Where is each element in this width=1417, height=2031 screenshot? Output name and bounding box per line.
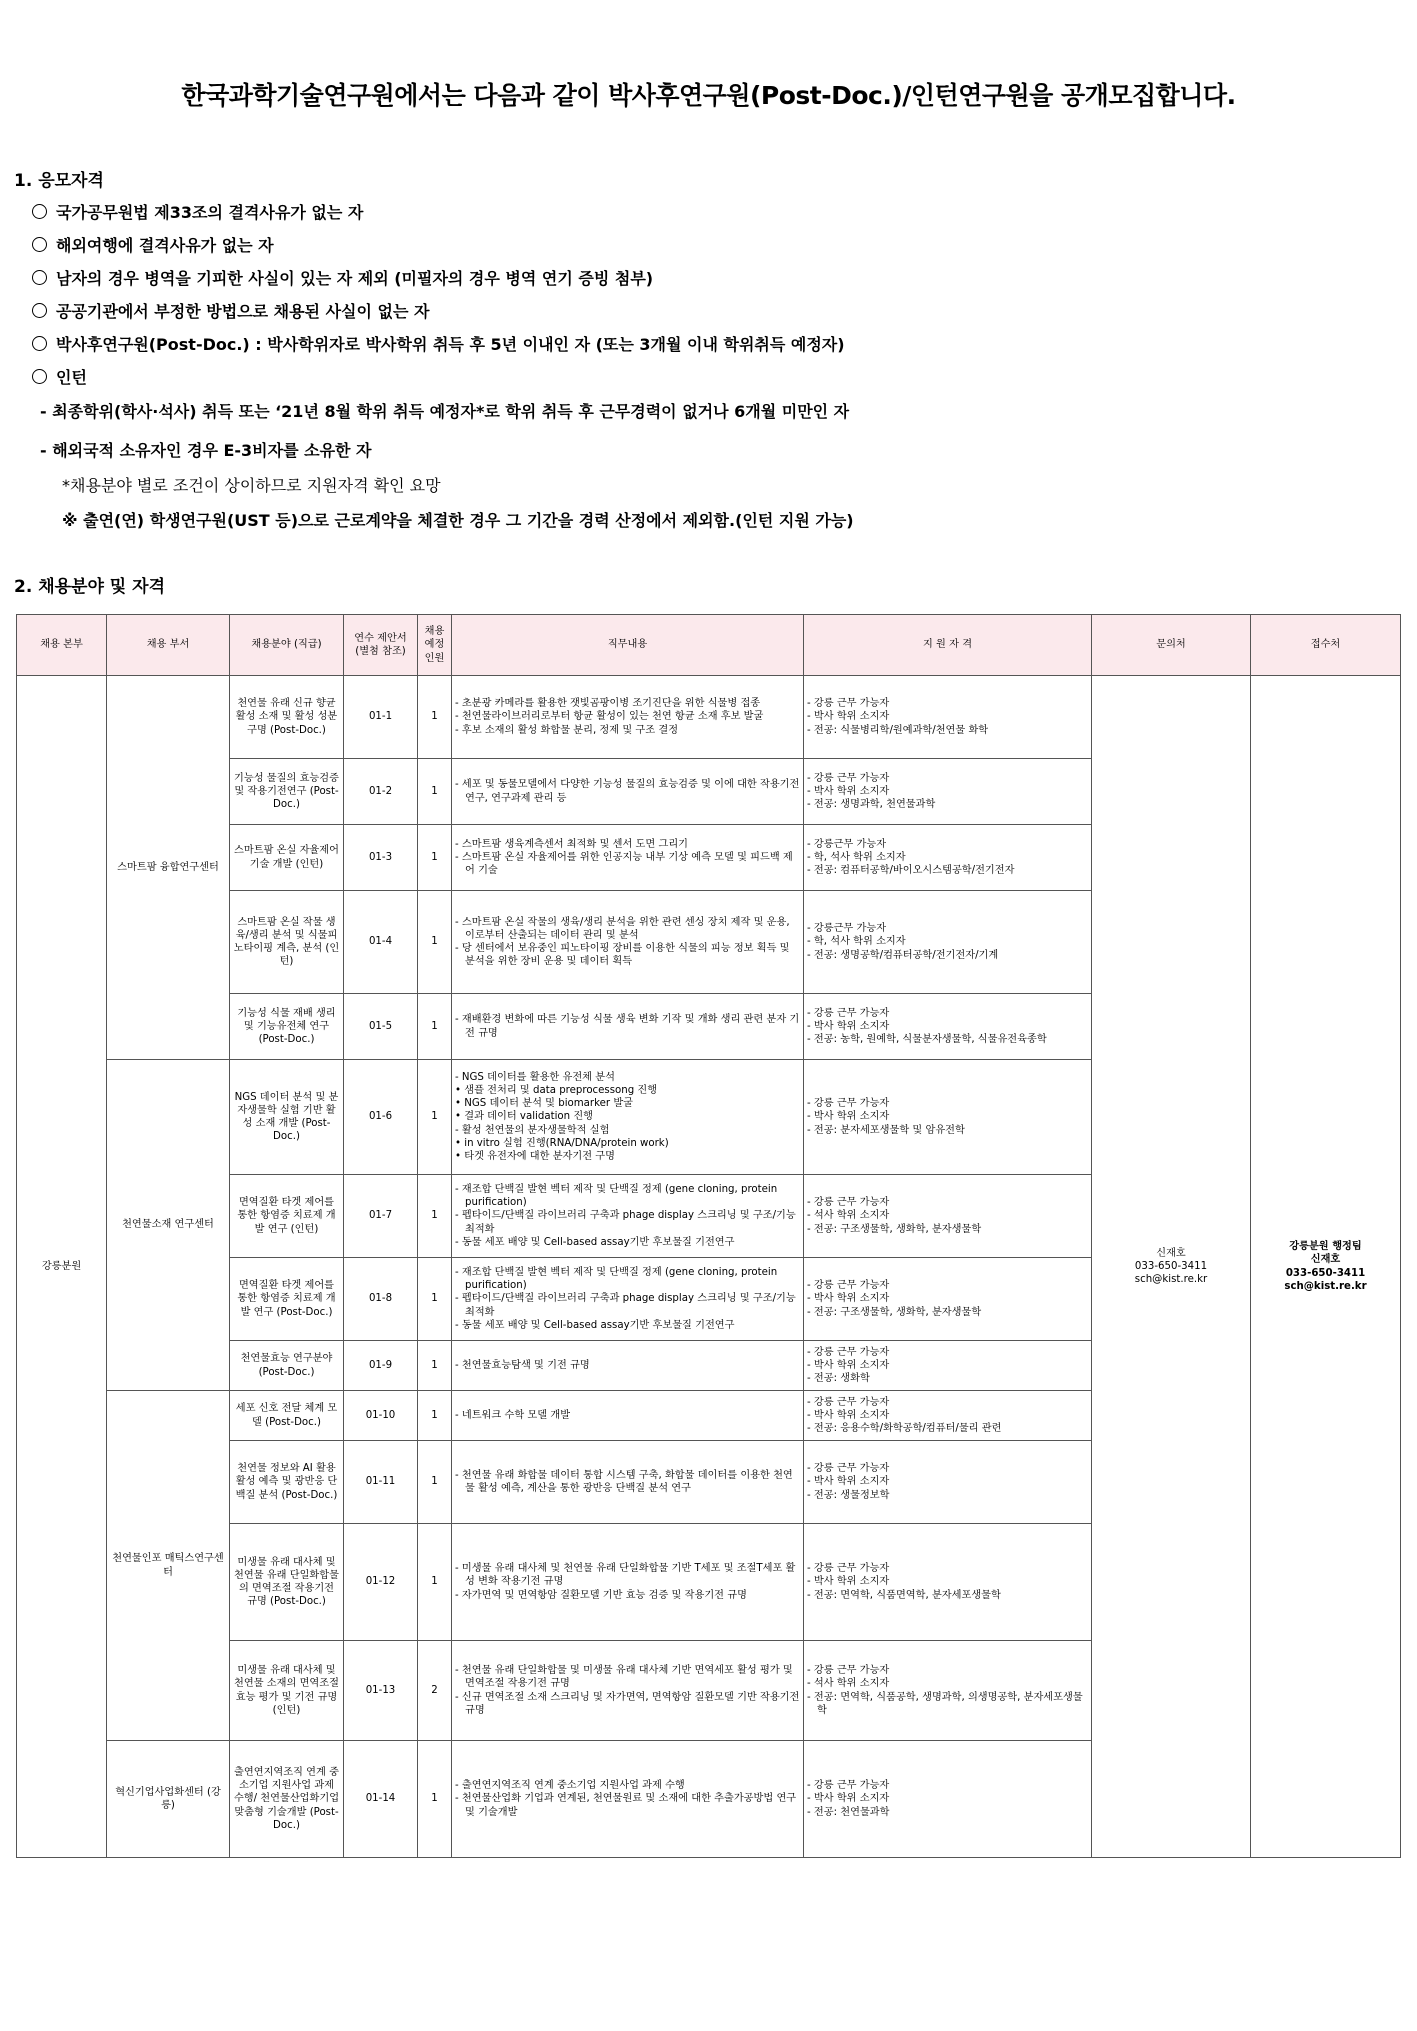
quals-cell: [804, 759, 1092, 825]
field-cell: 천연물 유래 신규 향균 활성 소재 및 활성 성분 구명 (Post-Doc.): [230, 676, 344, 759]
duty-item: - 스마트팜 생육계측센서 최적화 및 센서 도면 그리기: [455, 838, 689, 850]
qual-item: - 전공: 생화학: [807, 1373, 870, 1385]
quals-cell: [804, 1258, 1092, 1341]
header-count: 채용 예정 인원: [418, 615, 452, 676]
qual-item: - 박사 학위 소지자: [807, 1020, 890, 1032]
code-cell: 01-4: [344, 891, 418, 994]
qual-item: - 전공: 구조생물학, 생화학, 분자생물학: [807, 1306, 982, 1318]
qual-item: - 전공: 식물병리학/원예과학/천연물 화학: [807, 724, 989, 736]
header-quals: 지 원 자 격: [804, 615, 1092, 676]
field-cell: 출연연지역조직 연계 중소기업 지원사업 과제 수행/ 천연물산업화기업 맞춤형 기술개발 (Post-Doc.): [230, 1741, 344, 1858]
code-cell: 01-8: [344, 1258, 418, 1341]
field-cell: 기능성 식물 재배 생리 및 기능유전체 연구 (Post-Doc.): [230, 994, 344, 1060]
quals-cell: [804, 676, 1092, 759]
quals-cell: [804, 1741, 1092, 1858]
qual-item: - 강릉 근무 가능자: [807, 772, 890, 784]
field-cell: 스마트팜 온실 작물 생육/생리 분석 및 식물피노타이핑 계측, 분석 (인턴): [230, 891, 344, 994]
circle-bullet-icon: [32, 270, 47, 285]
header-field: 채용분야 (직급): [230, 615, 344, 676]
count-cell: 1: [418, 891, 452, 994]
code-cell: 01-12: [344, 1524, 418, 1641]
header-hq: 채용 본부: [17, 615, 107, 676]
qualification-item: 인턴: [32, 365, 87, 388]
duties-cell: [452, 1175, 804, 1258]
qual-item: - 박사 학위 소지자: [807, 1793, 890, 1805]
duties-cell: [452, 1060, 804, 1175]
duty-item: - NGS 데이터를 활용한 유전체 분석: [455, 1072, 615, 1084]
count-cell: 1: [418, 1741, 452, 1858]
duty-item: - 천연물효능탐색 및 기전 규명: [455, 1359, 590, 1371]
count-cell: 1: [418, 1391, 452, 1441]
code-cell: 01-2: [344, 759, 418, 825]
header-contact: 문의처: [1092, 615, 1251, 676]
dept-cell: 혁신기업사업화센터 (강릉): [107, 1741, 230, 1858]
dept-cell: 천연물소재 연구센터: [107, 1060, 230, 1391]
duty-item: • 결과 데이터 validation 진행: [455, 1111, 594, 1123]
count-cell: 1: [418, 1341, 452, 1391]
count-cell: 1: [418, 1258, 452, 1341]
qual-item: - 전공: 분자세포생물학 및 암유전학: [807, 1124, 965, 1136]
duty-item: - 자가면역 및 면역항암 질환모델 기반 효능 검증 및 작용기전 규명: [455, 1589, 747, 1601]
qual-item: - 강릉 근무 가능자: [807, 1780, 890, 1792]
field-cell: 세포 신호 전달 체계 모델 (Post-Doc.): [230, 1391, 344, 1441]
duties-cell: [452, 891, 804, 994]
quals-cell: [804, 1341, 1092, 1391]
qual-item: - 전공: 응용수학/화학공학/컴퓨터/물리 관련: [807, 1423, 1002, 1435]
duty-item: - 펩타이드/단백질 라이브러리 구축과 phage display 스크리닝 및 구조/기능 최적화: [455, 1210, 796, 1235]
header-proposal: 연수 제안서 (별첨 참조): [344, 615, 418, 676]
count-cell: 1: [418, 1524, 452, 1641]
qualification-item: 공공기관에서 부정한 방법으로 채용된 사실이 없는 자: [32, 299, 429, 322]
qual-item: - 박사 학위 소지자: [807, 1293, 890, 1305]
duty-item: • NGS 데이터 분석 및 biomarker 발굴: [455, 1098, 634, 1110]
code-cell: 01-10: [344, 1391, 418, 1441]
duty-item: - 네트워크 수학 모델 개발: [455, 1409, 571, 1421]
circle-bullet-icon: [32, 336, 47, 351]
code-cell: 01-13: [344, 1641, 418, 1741]
section1-heading: 1. 응모자격: [14, 171, 104, 191]
quals-cell: [804, 1524, 1092, 1641]
duty-item: - 신규 면역조절 소재 스크리닝 및 자가면역, 면역항암 질환모델 기반 작용기전 규명: [455, 1691, 800, 1716]
header-reception: 접수처: [1251, 615, 1401, 676]
qual-item: - 박사 학위 소지자: [807, 1409, 890, 1421]
quals-cell: [804, 994, 1092, 1060]
contact-cell: 신재호 033-650-3411 sch@kist.re.kr: [1092, 676, 1251, 1858]
duty-item: - 활성 천연물의 분자생물학적 실험: [455, 1124, 610, 1136]
duties-cell: [452, 1741, 804, 1858]
note: *채용분야 별로 조건이 상이하므로 지원자격 확인 요망: [62, 476, 441, 495]
qual-item: - 강릉 근무 가능자: [807, 1346, 890, 1358]
duty-item: • 샘플 전처리 및 data preprocessong 진행: [455, 1085, 658, 1097]
qualification-item: 해외여행에 결격사유가 없는 자: [32, 233, 274, 256]
circle-bullet-icon: [32, 237, 47, 252]
qual-item: - 강릉 근무 가능자: [807, 1007, 890, 1019]
code-cell: 01-5: [344, 994, 418, 1060]
duties-cell: [452, 1441, 804, 1524]
field-cell: 천연물효능 연구분야 (Post-Doc.): [230, 1341, 344, 1391]
duty-item: - 출연연지역조직 연계 중소기업 지원사업 과제 수행: [455, 1780, 685, 1792]
qual-item: - 박사 학위 소지자: [807, 1111, 890, 1123]
qual-item: - 강릉 근무 가능자: [807, 698, 890, 710]
duty-item: - 동물 세포 배양 및 Cell-based assay기반 후보물질 기전연구: [455, 1319, 735, 1331]
note: ※ 출연(연) 학생연구원(UST 등)으로 근로계약을 체결한 경우 그 기간을 경력 산정에서 제외함.(인턴 지원 가능): [62, 511, 854, 530]
intern-condition: - 최종학위(학사·석사) 취득 또는 ‘21년 8월 학위 취득 예정자*로 학위 취득 후 근무경력이 없거나 6개월 미만인 자: [40, 402, 850, 421]
reception-cell: 강릉분원 행정팀 신재호 033-650-3411 sch@kist.re.kr: [1251, 676, 1401, 1858]
field-cell: 천연물 정보와 AI 활용 활성 예측 및 광반응 단백질 분석 (Post-Doc.): [230, 1441, 344, 1524]
qual-item: - 박사 학위 소지자: [807, 711, 890, 723]
qual-item: - 전공: 컴퓨터공학/바이오시스템공학/전기전자: [807, 865, 1015, 877]
dept-cell: 천연물인포 매틱스연구센터: [107, 1391, 230, 1741]
table-header-row: [17, 615, 1401, 676]
quals-cell: [804, 825, 1092, 891]
field-cell: 미생물 유래 대사체 및 천연물 유래 단일화합물의 면역조절 작용기전 규명 (Post-Doc.): [230, 1524, 344, 1641]
qualification-item: 박사후연구원(Post-Doc.) : 박사학위자로 박사학위 취득 후 5년 이내인 자 (또는 3개월 이내 학위취득 예정자): [32, 332, 845, 355]
duty-item: - 후보 소재의 활성 화합물 분리, 정제 및 구조 결정: [455, 724, 679, 736]
duty-item: - 재조합 단백질 발현 벡터 제작 및 단백질 정제 (gene cloning, protein purification): [455, 1184, 778, 1209]
qual-item: - 전공: 생명공학/컴퓨터공학/전기전자/기계: [807, 949, 999, 961]
field-cell: NGS 데이터 분석 및 분자생물학 실험 기반 활성 소재 개발 (Post-Doc.): [230, 1060, 344, 1175]
qual-item: - 강릉 근무 가능자: [807, 1098, 890, 1110]
quals-cell: [804, 1641, 1092, 1741]
code-cell: 01-9: [344, 1341, 418, 1391]
count-cell: 2: [418, 1641, 452, 1741]
qual-item: - 전공: 생물정보학: [807, 1489, 890, 1501]
duty-item: - 재배환경 변화에 따른 기능성 식물 생육 변화 기작 및 개화 생리 관련 분자 기전 규명: [455, 1014, 800, 1039]
duty-item: - 재조합 단백질 발현 벡터 제작 및 단백질 정제 (gene cloning, protein purification): [455, 1267, 778, 1292]
field-cell: 기능성 물질의 효능검증 및 작용기전연구 (Post-Doc.): [230, 759, 344, 825]
code-cell: 01-14: [344, 1741, 418, 1858]
qual-item: - 전공: 천연물과학: [807, 1806, 890, 1818]
duty-item: - 천연물산업화 기업과 연계된, 천연물원료 및 소재에 대한 추출가공방법 연구 및 기술개발: [455, 1793, 797, 1818]
duty-item: - 미생물 유래 대사체 및 천연물 유래 단일화합물 기반 T세포 및 조절T세포 활성 변화 작용기전 규명: [455, 1563, 796, 1588]
duty-item: - 천연물라이브러리로부터 항균 활성이 있는 천연 항균 소재 후보 발굴: [455, 711, 764, 723]
duties-cell: [452, 759, 804, 825]
qual-item: - 전공: 농학, 원예학, 식물분자생물학, 식물유전육종학: [807, 1034, 1047, 1046]
qual-item: - 학, 석사 학위 소지자: [807, 851, 906, 863]
dept-cell: 스마트팜 융합연구센터: [107, 676, 230, 1060]
count-cell: 1: [418, 1060, 452, 1175]
duty-item: - 초분광 카메라를 활용한 잿빛곰팡이병 조기진단을 위한 식물병 접종: [455, 698, 761, 710]
duty-item: • 타겟 유전자에 대한 분자기전 구명: [455, 1150, 615, 1162]
quals-cell: [804, 1175, 1092, 1258]
circle-bullet-icon: [32, 303, 47, 318]
hq-cell: 강릉분원: [17, 676, 107, 1858]
field-cell: 미생물 유래 대사체 및 천연물 소재의 면역조절 효능 평가 및 기전 규명 (인턴): [230, 1641, 344, 1741]
qual-item: - 전공: 생명과학, 천연물과학: [807, 799, 936, 811]
duty-item: - 세포 및 동물모델에서 다양한 기능성 물질의 효능검증 및 이에 대한 작용기전연구, 연구과제 관리 등: [455, 779, 800, 804]
code-cell: 01-7: [344, 1175, 418, 1258]
page-title: 한국과학기술연구원에서는 다음과 같이 박사후연구원(Post-Doc.)/인턴연구원을 공개모집합니다.: [181, 81, 1236, 110]
qual-item: - 전공: 구조생물학, 생화학, 분자생물학: [807, 1223, 982, 1235]
qual-item: - 전공: 면역학, 식품공학, 생명과학, 의생명공학, 분자세포생물학: [807, 1691, 1083, 1716]
qual-item: - 강릉 근무 가능자: [807, 1197, 890, 1209]
intern-condition: - 해외국적 소유자인 경우 E-3비자를 소유한 자: [40, 441, 372, 460]
quals-cell: [804, 1391, 1092, 1441]
qualification-item: 국가공무원법 제33조의 결격사유가 없는 자: [32, 200, 363, 223]
duties-cell: [452, 676, 804, 759]
duty-item: - 천연물 유래 화합물 데이터 통합 시스템 구축, 화합물 데이터를 이용한 천연물 활성 예측, 계산을 통한 광반응 단백질 분석 연구: [455, 1469, 793, 1494]
qual-item: - 강릉 근무 가능자: [807, 1665, 890, 1677]
qual-item: - 박사 학위 소지자: [807, 785, 890, 797]
code-cell: 01-1: [344, 676, 418, 759]
circle-bullet-icon: [32, 369, 47, 384]
quals-cell: [804, 891, 1092, 994]
qual-item: - 석사 학위 소지자: [807, 1678, 890, 1690]
duties-cell: [452, 1641, 804, 1741]
duties-cell: [452, 825, 804, 891]
table-row: [17, 676, 1401, 759]
count-cell: 1: [418, 825, 452, 891]
qual-item: - 강릉근무 가능자: [807, 838, 887, 850]
qualification-item: 남자의 경우 병역을 기피한 사실이 있는 자 제외 (미필자의 경우 병역 연기 증빙 첨부): [32, 266, 653, 289]
header-duties: 직무내용: [452, 615, 804, 676]
duties-cell: [452, 1258, 804, 1341]
duty-item: - 천연물 유래 단일화합물 및 미생물 유래 대사체 기반 면역세포 활성 평가 및 면역조절 작용기전 규명: [455, 1665, 793, 1690]
duties-cell: [452, 994, 804, 1060]
qual-item: - 박사 학위 소지자: [807, 1359, 890, 1371]
code-cell: 01-11: [344, 1441, 418, 1524]
duty-item: • in vitro 실험 진행(RNA/DNA/protein work): [455, 1137, 669, 1149]
duty-item: - 스마트팜 온실 작물의 생육/생리 분석을 위한 관련 센싱 장치 제작 및 운용, 이로부터 산출되는 데이터 관리 및 분석: [455, 916, 790, 941]
duty-item: - 펩타이드/단백질 라이브러리 구축과 phage display 스크리닝 및 구조/기능 최적화: [455, 1293, 796, 1318]
count-cell: 1: [418, 759, 452, 825]
duties-cell: [452, 1341, 804, 1391]
count-cell: 1: [418, 994, 452, 1060]
count-cell: 1: [418, 1441, 452, 1524]
duty-item: - 당 센터에서 보유중인 피노타이핑 장비를 이용한 식물의 피능 정보 획득 및 분석을 위한 장비 운용 및 데이터 획득: [455, 943, 790, 968]
field-cell: 면역질환 타겟 제어를 통한 항염증 치료제 개발 연구 (인턴): [230, 1175, 344, 1258]
qual-item: - 강릉 근무 가능자: [807, 1563, 890, 1575]
circle-bullet-icon: [32, 204, 47, 219]
section2-heading: 2. 채용분야 및 자격: [14, 577, 165, 597]
duties-cell: [452, 1524, 804, 1641]
duty-item: - 동물 세포 배양 및 Cell-based assay기반 후보물질 기전연구: [455, 1236, 735, 1248]
header-dept: 채용 부서: [107, 615, 230, 676]
quals-cell: [804, 1441, 1092, 1524]
qual-item: - 강릉 근무 가능자: [807, 1396, 890, 1408]
field-cell: 스마트팜 온실 자율제어 기술 개발 (인턴): [230, 825, 344, 891]
count-cell: 1: [418, 676, 452, 759]
duties-cell: [452, 1391, 804, 1441]
qual-item: - 강릉근무 가능자: [807, 923, 887, 935]
code-cell: 01-3: [344, 825, 418, 891]
code-cell: 01-6: [344, 1060, 418, 1175]
qual-item: - 전공: 면역학, 식품면역학, 분자세포생물학: [807, 1589, 1001, 1601]
qual-item: - 석사 학위 소지자: [807, 1210, 890, 1222]
qual-item: - 학, 석사 학위 소지자: [807, 936, 906, 948]
field-cell: 면역질환 타겟 제어를 통한 항염증 치료제 개발 연구 (Post-Doc.): [230, 1258, 344, 1341]
qual-item: - 강릉 근무 가능자: [807, 1280, 890, 1292]
qual-item: - 박사 학위 소지자: [807, 1576, 890, 1588]
quals-cell: [804, 1060, 1092, 1175]
duty-item: - 스마트팜 온실 자율제어를 위한 인공지능 내부 기상 예측 모델 및 피드백 제어 기술: [455, 851, 793, 877]
qual-item: - 박사 학위 소지자: [807, 1476, 890, 1488]
count-cell: 1: [418, 1175, 452, 1258]
qual-item: - 강릉 근무 가능자: [807, 1463, 890, 1475]
recruitment-table: [16, 614, 1401, 1858]
